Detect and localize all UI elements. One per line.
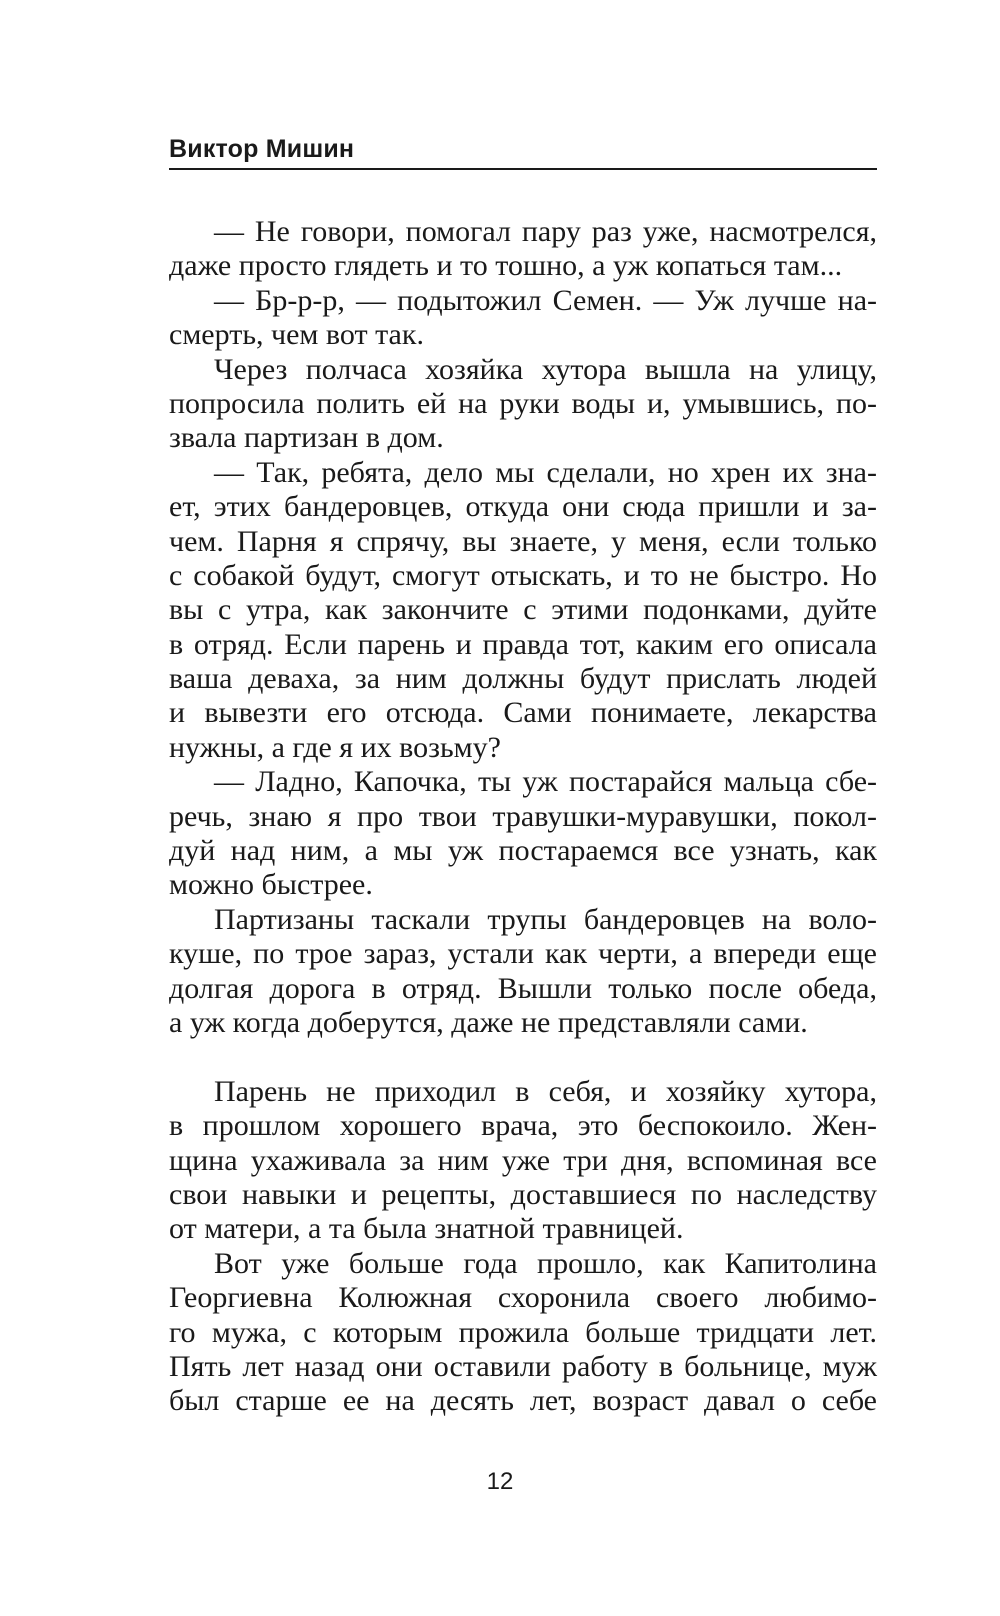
section-break [169,1040,877,1074]
text-line: в отряд. Если парень и правда тот, каким его описала [169,627,877,661]
text-line: щина ухаживала за ним уже три дня, вспоминая все [169,1143,877,1177]
text-line: речь, знаю я про твои травушки-муравушки, покол- [169,799,877,833]
text-line: го мужа, с которым прожила больше тридцати лет. [169,1315,877,1349]
text-line: долгая дорога в отряд. Вышли только после обеда, [169,971,877,1005]
text-line: звала партизан в дом. [169,421,444,455]
text-line: можно быстрее. [169,868,373,902]
text-line: вы с утра, как закончите с этими подонками, дуйте [169,593,877,627]
text-line: — Бр-р-р, — подытожил Семен. — Уж лучше на- [214,283,877,317]
author-name: Виктор Мишин [169,135,355,163]
text-line: дуй над ним, а мы уж постараемся все узнать, как [169,834,877,868]
text-line: попросила полить ей на руки воды и, умывшись, по- [169,386,877,420]
text-line: ет, этих бандеровцев, откуда они сюда пришли и за- [169,490,877,524]
text-line: Через полчаса хозяйка хутора вышла на улицу, [214,352,877,386]
text-line: Пять лет назад они оставили работу в больнице, муж [169,1349,877,1383]
text-line: с собакой будут, смогут отыскать, и то не быстро. Но [169,558,877,592]
text-line: Парень не приходил в себя, и хозяйку хутора, [214,1074,877,1108]
running-header [169,128,877,170]
text-line: — Ладно, Капочка, ты уж постарайся мальца сбе- [214,765,877,799]
text-line: смерть, чем вот так. [169,318,424,352]
text-line: нужны, а где я их возьму? [169,730,501,764]
text-line: в прошлом хорошего врача, это беспокоило. Жен- [169,1109,877,1143]
body-text [169,215,877,1419]
text-line: — Так, ребята, дело мы сделали, но хрен их зна- [214,455,877,489]
text-line: а уж когда доберутся, даже не представляли сами. [169,1005,808,1039]
text-line: ваша деваха, за ним должны будут прислать людей [169,662,877,696]
text-line: и вывезти его отсюда. Сами понимаете, лекарства [169,696,877,730]
text-line: Вот уже больше года прошло, как Капитолина [214,1246,877,1280]
text-line: — Не говори, помогал пару раз уже, насмотрелся, [214,215,877,248]
text-line: был старше ее на десять лет, возраст давал о себе [169,1384,877,1418]
text-line: чем. Парня я спрячу, вы знаете, у меня, если только [169,524,877,558]
text-line: Партизаны таскали трупы бандеровцев на воло- [214,902,877,936]
page-number: 12 [486,1468,514,1495]
text-line: куше, по трое зараз, устали как черти, а впереди еще [169,937,877,971]
text-line: от матери, а та была знатной травницей. [169,1212,684,1246]
text-line: Георгиевна Колюжная схоронила своего любимо- [169,1281,877,1315]
text-line: даже просто глядеть и то тошно, а уж копаться там... [169,249,843,283]
text-line: свои навыки и рецепты, доставшиеся по наследству [169,1177,877,1211]
